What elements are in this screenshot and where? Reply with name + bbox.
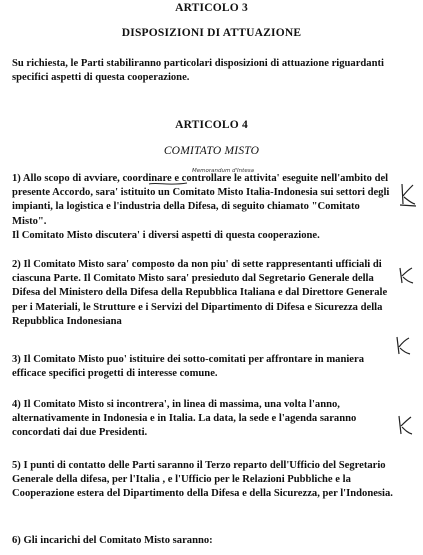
paragraph-4-text: 4) Il Comitato Misto si incontrera', in linea di massima, una volta l'anno, alternativamente in Indonesia e in Italia. La data, la sede e l'agenda saranno concordati dai due Presidenti. bbox=[12, 399, 357, 439]
strike-through-mark bbox=[148, 181, 188, 187]
article-4-subtitle: COMITATO MISTO bbox=[163, 145, 260, 157]
paragraph-2-text: 2) Il Comitato Misto sara' composto da non piu' di sette rappresentanti ufficiali di ciascuna Parte. Il Comitato Misto sara' presieduto dal Segretario Generale della Difesa del Ministero della Difesa della Repubblica Italiana e dal Direttore Generale per i Materiali, le Strutture e i Servizi del Dipartimento di Difesa e Sicurezza della Repubblica Indonesiana bbox=[12, 259, 388, 327]
article-4-paragraph-6 bbox=[12, 534, 394, 548]
paragraph-1-text: 1) Allo scopo di avviare, coordinare e controllare le attivita' eseguite nell'ambito del presente Accordo, sara' istituito un Comitato Misto Italia-Indonesia sui settori degli impianti, la logistica e l'industria della Difesa, di seguito chiamato "Comitato Misto". bbox=[12, 173, 390, 227]
article-4-paragraph-5 bbox=[12, 459, 394, 502]
paragraph-1b-text: Il Comitato Misto discutera' i diversi aspetti di questa cooperazione. bbox=[12, 229, 320, 241]
article-4-paragraph-2 bbox=[12, 258, 394, 329]
article-3-text bbox=[12, 57, 394, 85]
article-4-title: ARTICOLO 4 bbox=[175, 119, 248, 131]
article-4-paragraph-1 bbox=[12, 172, 394, 243]
article-3-title: ARTICOLO 3 bbox=[175, 2, 248, 14]
article-3-subtitle: DISPOSIZIONI DI ATTUAZIONE bbox=[121, 27, 302, 39]
margin-initial-icon bbox=[395, 414, 415, 438]
paragraph-3-text: 3) Il Comitato Misto puo' istituire dei sotto-comitati per affrontare in maniera efficace specifici progetti di interesse comune. bbox=[12, 354, 364, 380]
handwritten-note: Memorandum d'Intesa bbox=[192, 168, 254, 174]
margin-initial-icon bbox=[393, 335, 413, 357]
margin-initial-icon bbox=[396, 266, 416, 286]
margin-initial-icon bbox=[398, 182, 418, 208]
article-3-paragraph: Su richiesta, le Parti stabiliranno particolari disposizioni di attuazione riguardanti specifici aspetti di questa cooperazione. bbox=[12, 58, 384, 84]
article-4-paragraph-3 bbox=[12, 353, 394, 381]
paragraph-6-text: 6) Gli incarichi del Comitato Misto saranno: bbox=[12, 535, 213, 546]
article-4-paragraph-4 bbox=[12, 398, 394, 441]
paragraph-5-text: 5) I punti di contatto delle Parti saranno il Terzo reparto dell'Ufficio del Segretario Generale della difesa, per l'Italia , e l'Ufficio per le Relazioni Pubbliche e la Cooperazione estera del Dipartimento della Difesa e della Sicurezza, per l'Indonesia. bbox=[12, 460, 393, 500]
